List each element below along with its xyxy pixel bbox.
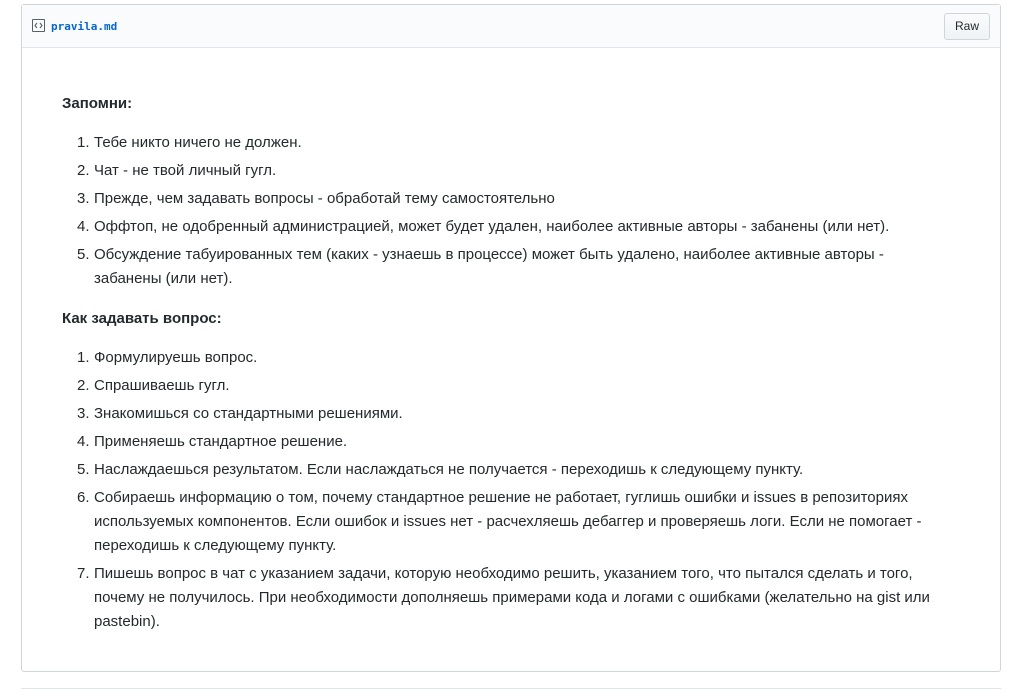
list-item-text: Оффтоп, не одобренный администрацией, может будет удален, наиболее активные авторы - забанены (или нет). bbox=[94, 218, 890, 235]
list-number: 7. bbox=[77, 565, 90, 582]
markdown-body bbox=[22, 48, 1000, 634]
list-number: 3. bbox=[77, 405, 90, 422]
code-file-icon bbox=[32, 19, 45, 32]
list-number: 1. bbox=[77, 134, 90, 151]
list-item bbox=[62, 458, 960, 482]
steps-list bbox=[62, 346, 960, 634]
list-item-text: Чат - не твой личный гугл. bbox=[94, 162, 277, 179]
list-number: 4. bbox=[77, 433, 90, 450]
rules-list bbox=[62, 131, 960, 291]
list-number: 2. bbox=[77, 162, 90, 179]
list-item-text: Формулируешь вопрос. bbox=[94, 349, 258, 366]
list-item-text: Собираешь информацию о том, почему стандартное решение не работает, гуглишь ошибки и issues в репозиториях используемых компонентов. Если ошибок и issues нет - расчехляешь дебаггер и проверяешь логи. Если не помогает - переходишь к следующему пункту. bbox=[94, 489, 922, 554]
list-item-text: Знакомишься со стандартными решениями. bbox=[94, 405, 403, 422]
file-box bbox=[21, 4, 1001, 672]
list-item bbox=[62, 243, 960, 291]
list-item bbox=[62, 346, 960, 370]
list-item bbox=[62, 486, 960, 558]
list-item-text: Применяешь стандартное решение. bbox=[94, 433, 348, 450]
list-number: 4. bbox=[77, 218, 90, 235]
list-number: 5. bbox=[77, 461, 90, 478]
list-item bbox=[62, 374, 960, 398]
list-number: 6. bbox=[77, 489, 90, 506]
list-number: 3. bbox=[77, 190, 90, 207]
list-item bbox=[62, 159, 960, 183]
list-item-text: Пишешь вопрос в чат с указанием задачи, которую необходимо решить, указанием того, что пытался сделать и того, почему не получилось. При необходимости дополняешь примерами кода и логами с ошибками (желательно на gist или pastebin). bbox=[94, 565, 930, 630]
list-item-text: Обсуждение табуированных тем (каких - узнаешь в процессе) может быть удалено, наиболее активные авторы - забанены (или нет). bbox=[94, 246, 884, 287]
list-item-text: Наслаждаешься результатом. Если наслаждаться не получается - переходишь к следующему пункту. bbox=[94, 461, 804, 478]
list-item bbox=[62, 187, 960, 211]
list-number: 2. bbox=[77, 377, 90, 394]
list-number: 1. bbox=[77, 349, 90, 366]
file-name-link[interactable]: pravila.md bbox=[51, 19, 118, 33]
list-item-text: Тебе никто ничего не должен. bbox=[94, 134, 302, 151]
list-item-text: Спрашиваешь гугл. bbox=[94, 377, 230, 394]
list-item-text: Прежде, чем задавать вопросы - обработай тему самостоятельно bbox=[94, 190, 555, 207]
file-header bbox=[22, 5, 1000, 48]
raw-button[interactable]: Raw bbox=[944, 13, 990, 40]
section-heading-how-to-ask: Как задавать вопрос: bbox=[62, 310, 222, 327]
list-item bbox=[62, 402, 960, 426]
list-item bbox=[62, 430, 960, 454]
divider bbox=[21, 688, 1001, 689]
list-number: 5. bbox=[77, 246, 90, 263]
list-item bbox=[62, 562, 960, 634]
list-item bbox=[62, 215, 960, 239]
list-item bbox=[62, 131, 960, 155]
section-heading-remember: Запомни: bbox=[62, 95, 133, 112]
